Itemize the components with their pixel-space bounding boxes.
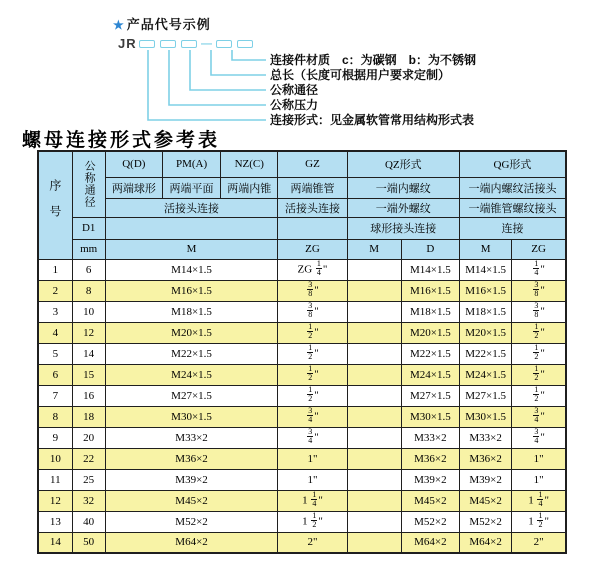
cell-gz-size: ZG $\frac{1}{4}$ ": [278, 259, 347, 280]
cell-qz-m: [347, 301, 401, 322]
cell-qg-m: M36×2: [460, 448, 512, 469]
cell-qz-m: [347, 469, 401, 490]
cell-qz-d: M45×2: [401, 490, 459, 511]
cell-nominal-diameter: 10: [72, 301, 105, 322]
fraction: $\frac{3}{8}$: [308, 301, 313, 319]
header-unit-qz-m: M: [347, 239, 401, 259]
cell-qg-zg: 1": [512, 469, 566, 490]
star-icon: ★: [113, 18, 125, 32]
cell-qg-m: M20×1.5: [460, 322, 512, 343]
table-row: [38, 532, 566, 553]
cell-gz-size: 2": [278, 532, 347, 553]
header-joint-qg: 一端锥管螺纹接头: [460, 198, 567, 217]
fraction: $\frac{3}{4}$: [308, 427, 313, 445]
fraction: $\frac{3}{4}$: [534, 427, 539, 445]
fraction: $\frac{1}{2}$: [308, 385, 313, 403]
header-d1: D1: [72, 217, 105, 239]
header-sub-qz: 一端内螺纹: [347, 177, 459, 198]
header-conn-qz: 球形接头连接: [347, 217, 459, 239]
cell-qg-m: M27×1.5: [460, 385, 512, 406]
header-joint-gz: 活接头连接: [278, 198, 347, 217]
cell-qg-m: M18×1.5: [460, 301, 512, 322]
cell-row-number: 1: [38, 259, 72, 280]
cell-gz-size: $\frac{3}{8}$ ": [278, 301, 347, 322]
callout-label-diameter: 公称通径: [270, 83, 319, 97]
header-unit-mm: mm: [72, 239, 105, 259]
cell-row-number: 7: [38, 385, 72, 406]
cell-gz-size: 1": [278, 448, 347, 469]
cell-nominal-diameter: 50: [72, 532, 105, 553]
cell-qz-m: [347, 322, 401, 343]
cell-qz-m: [347, 385, 401, 406]
cell-m-thread: M45×2: [105, 490, 278, 511]
cell-qz-d: M14×1.5: [401, 259, 459, 280]
code-dash: —: [201, 38, 212, 50]
cell-qz-d: M33×2: [401, 427, 459, 448]
cell-qz-d: M24×1.5: [401, 364, 459, 385]
nut-connection-reference-table: [37, 150, 567, 554]
header-group-gz: GZ: [278, 151, 347, 177]
header-joint-qz: 一端外螺纹: [347, 198, 459, 217]
cell-m-thread: M14×1.5: [105, 259, 278, 280]
cell-nominal-diameter: 6: [72, 259, 105, 280]
cell-qz-m: [347, 490, 401, 511]
header-dn: 公称通径: [72, 151, 105, 217]
cell-qz-m: [347, 280, 401, 301]
fraction: $\frac{3}{8}$: [534, 280, 539, 298]
fraction: $\frac{1}{2}$: [534, 322, 539, 340]
cell-nominal-diameter: 18: [72, 406, 105, 427]
header-unit-qg-m: M: [460, 239, 512, 259]
product-code-prefix: JR: [118, 36, 137, 51]
cell-qg-zg: $\frac{3}{8}$ ": [512, 301, 566, 322]
cell-qz-m: [347, 532, 401, 553]
header-sub-qg: 一端内螺纹活接头: [460, 177, 567, 198]
fraction: $\frac{1}{2}$: [534, 364, 539, 382]
cell-qz-d: M39×2: [401, 469, 459, 490]
cell-row-number: 2: [38, 280, 72, 301]
table-row: [38, 301, 566, 322]
cell-qg-m: M24×1.5: [460, 364, 512, 385]
cell-qz-d: M20×1.5: [401, 322, 459, 343]
cell-nominal-diameter: 8: [72, 280, 105, 301]
fraction: $\frac{1}{2}$: [312, 511, 317, 529]
cell-qg-zg: $\frac{1}{4}$ ": [512, 259, 566, 280]
table-row: [38, 259, 566, 280]
cell-nominal-diameter: 16: [72, 385, 105, 406]
cell-nominal-diameter: 32: [72, 490, 105, 511]
cell-row-number: 10: [38, 448, 72, 469]
cell-gz-size: $\frac{1}{2}$ ": [278, 385, 347, 406]
callout-label-material: 连接件材质 c：为碳钢 b：为不锈钢: [270, 53, 477, 67]
cell-qg-m: M22×1.5: [460, 343, 512, 364]
fraction: $\frac{1}{4}$: [534, 259, 539, 277]
header-unit-m: M: [105, 239, 278, 259]
cell-row-number: 4: [38, 322, 72, 343]
cell-qg-m: M16×1.5: [460, 280, 512, 301]
cell-m-thread: M20×1.5: [105, 322, 278, 343]
cell-qg-zg: $\frac{1}{2}$ ": [512, 385, 566, 406]
cell-gz-size: $\frac{3}{4}$ ": [278, 427, 347, 448]
cell-row-number: 6: [38, 364, 72, 385]
cell-qz-d: M30×1.5: [401, 406, 459, 427]
table-row: [38, 280, 566, 301]
cell-gz-size: 1 $\frac{1}{4}$ ": [278, 490, 347, 511]
cell-m-thread: M24×1.5: [105, 364, 278, 385]
cell-nominal-diameter: 14: [72, 343, 105, 364]
callout-label-length: 总长（长度可根据用户要求定制）: [270, 68, 451, 82]
cell-qg-m: M52×2: [460, 511, 512, 532]
cell-gz-size: $\frac{1}{2}$ ": [278, 364, 347, 385]
cell-qg-zg: $\frac{3}{8}$ ": [512, 280, 566, 301]
table-row: [38, 490, 566, 511]
cell-m-thread: M52×2: [105, 511, 278, 532]
cell-m-thread: M30×1.5: [105, 406, 278, 427]
cell-row-number: 9: [38, 427, 72, 448]
cell-row-number: 12: [38, 490, 72, 511]
cell-gz-size: 1": [278, 469, 347, 490]
cell-qz-m: [347, 259, 401, 280]
table-row: [38, 427, 566, 448]
cell-m-thread: M27×1.5: [105, 385, 278, 406]
table-row: [38, 469, 566, 490]
cell-qg-zg: $\frac{1}{2}$ ": [512, 322, 566, 343]
cell-gz-size: 1 $\frac{1}{2}$ ": [278, 511, 347, 532]
cell-qg-zg: $\frac{1}{2}$ ": [512, 343, 566, 364]
cell-qz-d: M18×1.5: [401, 301, 459, 322]
cell-nominal-diameter: 22: [72, 448, 105, 469]
product-code-example-label: 产品代号示例: [126, 17, 211, 32]
cell-m-thread: M39×2: [105, 469, 278, 490]
header-seq: 序号: [38, 151, 72, 259]
cell-qz-m: [347, 448, 401, 469]
cell-m-thread: M16×1.5: [105, 280, 278, 301]
cell-qg-zg: 1 $\frac{1}{4}$ ": [512, 490, 566, 511]
cell-qz-m: [347, 406, 401, 427]
cell-qg-zg: $\frac{3}{4}$ ": [512, 406, 566, 427]
table-row: [38, 406, 566, 427]
fraction: $\frac{1}{2}$: [308, 322, 313, 340]
cell-m-thread: M18×1.5: [105, 301, 278, 322]
header-blank-gz: [278, 217, 347, 239]
cell-qz-m: [347, 343, 401, 364]
cell-row-number: 11: [38, 469, 72, 490]
cell-qz-d: M16×1.5: [401, 280, 459, 301]
cell-qg-zg: $\frac{1}{2}$ ": [512, 364, 566, 385]
header-sub-pm: 两端平面: [162, 177, 220, 198]
fraction: $\frac{1}{4}$: [312, 490, 317, 508]
cell-gz-size: $\frac{1}{2}$ ": [278, 322, 347, 343]
cell-qg-zg: 2": [512, 532, 566, 553]
cell-m-thread: M33×2: [105, 427, 278, 448]
header-sub-nz: 两端内锥: [221, 177, 278, 198]
callout-label-connection: 连接形式：见金属软管常用结构形式表: [270, 113, 475, 127]
cell-qz-m: [347, 427, 401, 448]
cell-row-number: 13: [38, 511, 72, 532]
cell-nominal-diameter: 12: [72, 322, 105, 343]
cell-row-number: 3: [38, 301, 72, 322]
cell-qg-zg: $\frac{3}{4}$ ": [512, 427, 566, 448]
cell-nominal-diameter: 15: [72, 364, 105, 385]
fraction: $\frac{1}{2}$: [534, 343, 539, 361]
header-unit-qg-zg: ZG: [512, 239, 566, 259]
fraction: $\frac{3}{8}$: [308, 280, 313, 298]
fraction: $\frac{1}{2}$: [308, 343, 313, 361]
callout-label-pressure: 公称压力: [270, 98, 319, 112]
header-sub-gz: 两端锥管: [278, 177, 347, 198]
fraction: $\frac{3}{4}$: [308, 406, 313, 424]
header-blank-qpmnz: [105, 217, 278, 239]
cell-qz-d: M52×2: [401, 511, 459, 532]
cell-qz-m: [347, 511, 401, 532]
cell-qg-m: M14×1.5: [460, 259, 512, 280]
fraction: $\frac{1}{4}$: [538, 490, 543, 508]
cell-row-number: 8: [38, 406, 72, 427]
fraction: $\frac{1}{2}$: [538, 511, 543, 529]
cell-qg-m: M64×2: [460, 532, 512, 553]
table-row: [38, 364, 566, 385]
cell-nominal-diameter: 40: [72, 511, 105, 532]
cell-qz-m: [347, 364, 401, 385]
cell-gz-size: $\frac{1}{2}$ ": [278, 343, 347, 364]
cell-qz-d: M64×2: [401, 532, 459, 553]
cell-row-number: 14: [38, 532, 72, 553]
header-unit-qz-d: D: [401, 239, 459, 259]
table-row: [38, 385, 566, 406]
cell-gz-size: $\frac{3}{8}$ ": [278, 280, 347, 301]
fraction: $\frac{1}{2}$: [534, 385, 539, 403]
header-joint-qpmnz: 活接头连接: [105, 198, 278, 217]
header-sub-q: 两端球形: [105, 177, 162, 198]
table-row: [38, 448, 566, 469]
cell-qg-m: M39×2: [460, 469, 512, 490]
header-group-q: Q(D): [105, 151, 162, 177]
header-group-nz: NZ(C): [221, 151, 278, 177]
table-row: [38, 322, 566, 343]
header-group-qg: QG形式: [460, 151, 567, 177]
header-unit-zg: ZG: [278, 239, 347, 259]
fraction: $\frac{1}{2}$: [308, 364, 313, 382]
cell-qg-m: M33×2: [460, 427, 512, 448]
cell-nominal-diameter: 20: [72, 427, 105, 448]
header-conn-qg: 连接: [460, 217, 567, 239]
cell-qz-d: M27×1.5: [401, 385, 459, 406]
cell-m-thread: M64×2: [105, 532, 278, 553]
cell-m-thread: M36×2: [105, 448, 278, 469]
cell-gz-size: $\frac{3}{4}$ ": [278, 406, 347, 427]
table-row: [38, 511, 566, 532]
cell-qg-zg: 1": [512, 448, 566, 469]
cell-qg-zg: 1 $\frac{1}{2}$ ": [512, 511, 566, 532]
fraction: $\frac{1}{4}$: [316, 259, 321, 277]
cell-nominal-diameter: 25: [72, 469, 105, 490]
table-title: 螺母连接形式参考表: [22, 129, 221, 151]
table-body: [38, 259, 566, 553]
table-row: [38, 343, 566, 364]
table-header: [38, 151, 566, 259]
cell-qg-m: M45×2: [460, 490, 512, 511]
cell-m-thread: M22×1.5: [105, 343, 278, 364]
fraction: $\frac{3}{4}$: [534, 406, 539, 424]
header-group-qz: QZ形式: [347, 151, 459, 177]
fraction: $\frac{3}{8}$: [534, 301, 539, 319]
cell-row-number: 5: [38, 343, 72, 364]
cell-qz-d: M36×2: [401, 448, 459, 469]
cell-qg-m: M30×1.5: [460, 406, 512, 427]
cell-qz-d: M22×1.5: [401, 343, 459, 364]
header-group-pm: PM(A): [162, 151, 220, 177]
